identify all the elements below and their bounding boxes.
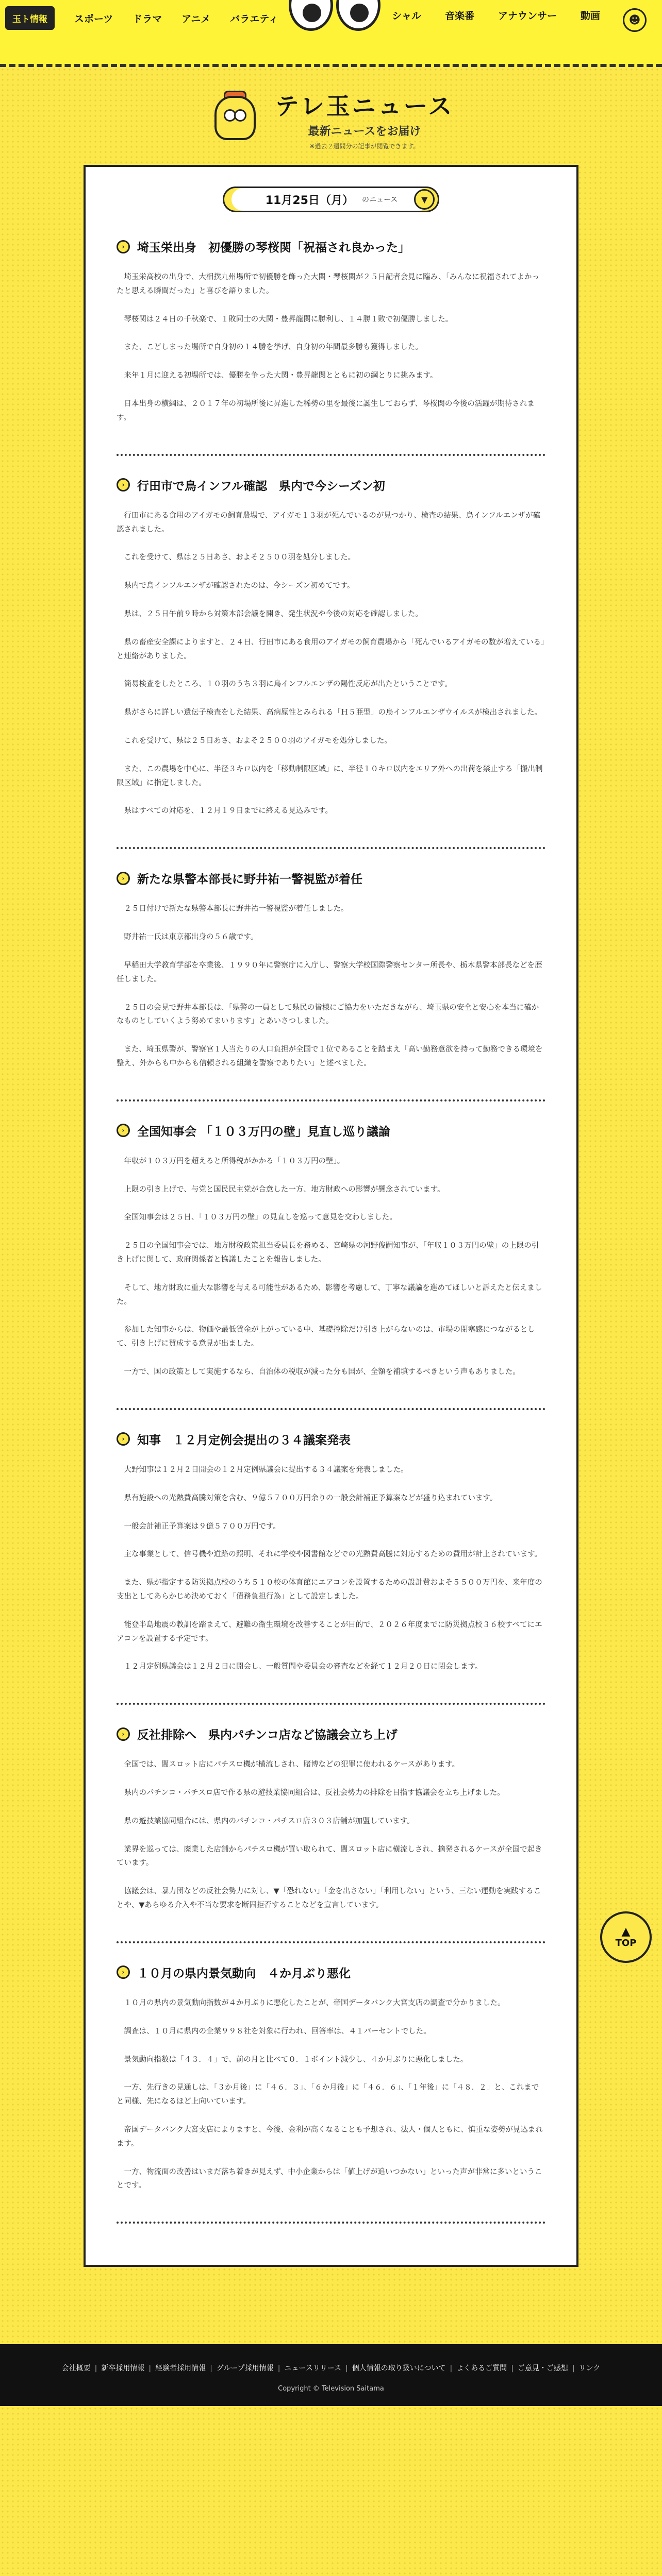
article-title: 埼玉栄出身 初優勝の琴桜関「祝福され良かった」 bbox=[137, 241, 410, 255]
footer-link[interactable]: よくあるご質問 bbox=[456, 2364, 507, 2373]
article-paragraph: 琴桜関は２４日の千秋楽で、１敗同士の大関・豊昇龍関に勝利し、１４勝１敗で初優勝しました。 bbox=[124, 315, 453, 324]
news-article bbox=[117, 1431, 545, 1705]
article-paragraph: 景気動向指数は「４３．４」で、前の月と比べて０．１ポイント減少し、４か月ぶりに悪化しました。 bbox=[124, 2055, 468, 2064]
article-paragraph: 全国知事会は２５日、「１０３万円の壁」の見直しを巡って意見を交わしました。 bbox=[124, 1213, 397, 1222]
article-paragraph: 帝国データバンク大宮支店によりますと、今後、金利が高くなることも予想され、法人・個人ともに、慎重な姿勢が見込まれます。 bbox=[117, 2125, 543, 2148]
right-eye bbox=[336, 0, 380, 31]
article-paragraph: 県有施設への光熱費高騰対策を含む、９億５７００万円余りの一般会計補正予算案などが盛り込まれています。 bbox=[124, 1494, 498, 1502]
bullet-arrow-icon: › bbox=[117, 240, 130, 253]
news-article bbox=[117, 1725, 545, 1943]
arrow-up-icon: ▲ bbox=[621, 1925, 631, 1938]
bullet-arrow-icon: › bbox=[117, 872, 130, 885]
footer-link[interactable]: 経験者採用情報 bbox=[155, 2364, 206, 2373]
article-paragraph: 日本出身の横綱は、２０１７年の初場所後に昇進した稀勢の里を最後に誕生しておらず、琴桜関の今後の活躍が期待されます。 bbox=[117, 400, 535, 422]
footer-separator: | bbox=[94, 2364, 97, 2373]
article-header bbox=[117, 238, 545, 255]
site-footer bbox=[0, 2344, 662, 2405]
article-paragraph: 業界を巡っては、廃業した店舗からパチスロ機が買い取られて、闇スロット店に横流しされ、摘発されるケースが全国で起きています。 bbox=[117, 1845, 542, 1868]
footer-link[interactable]: リンク bbox=[578, 2364, 601, 2373]
footer-links bbox=[41, 2363, 621, 2374]
article-paragraph: また、県が指定する防災拠点校のうち５１０校の体育館にエアコンを設置するための設計費およそ５５００万円を、来年度の支出としてあらかじめ決めておく「債務負担行為」として設定しました。 bbox=[117, 1579, 542, 1601]
article-paragraph: 埼玉栄高校の出身で、大相撲九州場所で初優勝を飾った大関・琴桜関が２５日記者会見に臨み、「みんなに祝福されてよかったと思える瞬間だった」と喜びを語りました。 bbox=[117, 273, 539, 295]
date-selector-wrap bbox=[117, 187, 545, 212]
article-paragraph: これを受けて、県は２５日あさ、およそ２５００羽を処分しました。 bbox=[124, 553, 356, 562]
mascot-illustration bbox=[208, 91, 262, 147]
article-paragraph: １２月定例県議会は１２月２日に開会し、一般質問や委員会の審査などを経て１２月２０日に閉会します。 bbox=[124, 1663, 483, 1671]
nav-announcer[interactable]: アナウンサー bbox=[498, 10, 557, 22]
article-title: 反社排除へ 県内パチンコ店など協議会立ち上げ bbox=[137, 1728, 398, 1742]
news-article bbox=[117, 1964, 545, 2224]
article-paragraph: 一方、物流面の改善はいまだ落ち着きが見えず、中小企業からは「値上げが追いつかない」といった声が非常に多いということです。 bbox=[117, 2167, 542, 2190]
footer-link[interactable]: グループ採用情報 bbox=[216, 2364, 274, 2373]
nav-drama[interactable]: ドラマ bbox=[133, 13, 162, 25]
article-title: １０月の県内景気動向 ４か月ぶり悪化 bbox=[137, 1967, 351, 1980]
article-paragraph: 主な事業として、信号機や道路の照明、それに学校や図書館などでの光熱費高騰に対応するための費用が計上されています。 bbox=[124, 1550, 542, 1559]
nav-right bbox=[392, 8, 600, 22]
footer-separator: | bbox=[572, 2364, 575, 2373]
article-paragraph: また、こどしまった場所で自身初の１４勝を挙げ、自身初の年間最多勝も獲得しました。 bbox=[124, 343, 423, 352]
archive-note: ※過去２週間分の記事が閲覧できます。 bbox=[309, 143, 420, 150]
mascot-eyes bbox=[289, 0, 380, 31]
article-header bbox=[117, 870, 545, 887]
article-paragraph: 県の畜産安全課によりますと、２４日、行田市にある食用のアイガモの飼育農場から「死んでいるアイガモの数が増えている」と連絡がありました。 bbox=[117, 638, 545, 660]
article-paragraph: 行田市にある食用のアイガモの飼育農場で、アイガモ１３羽が死んでいるのが見つかり、検査の結果、鳥インフルエンザが確認されました。 bbox=[117, 511, 541, 534]
article-header bbox=[117, 1431, 545, 1448]
footer-separator: | bbox=[450, 2364, 453, 2373]
article-paragraph: 来年１月に迎える初場所では、優勝を争った大関・豊昇龍関とともに初の綱とりに挑みます。 bbox=[124, 371, 438, 380]
left-eye bbox=[289, 0, 333, 31]
news-article bbox=[117, 238, 545, 456]
page-subtitle: 最新ニュースをお届け bbox=[308, 125, 421, 138]
article-paragraph: そして、地方財政に重大な影響を与える可能性があるため、影響を考慮して、丁寧な議論を進めてほしいと訴えたと伝えました。 bbox=[117, 1283, 542, 1306]
bullet-arrow-icon: › bbox=[117, 478, 130, 492]
article-paragraph: 能登半島地震の教訓を踏まえて、避難の衛生環境を改善することが目的で、２０２６年度までに防災拠点校３６校すべてにエアコンを設置する予定です。 bbox=[117, 1620, 542, 1643]
footer-separator: | bbox=[511, 2364, 514, 2373]
footer-separator: | bbox=[210, 2364, 212, 2373]
nav-video[interactable]: 動画 bbox=[580, 10, 600, 22]
nav-music[interactable]: 音楽番 bbox=[444, 10, 474, 22]
article-paragraph: 全国では、闇スロット店にパチスロ機が横流しされ、賭博などの犯罪に使われるケースがあります。 bbox=[124, 1760, 460, 1769]
site-header bbox=[0, 0, 662, 67]
article-paragraph: 簡易検査をしたところ、１０羽のうち３羽に鳥インフルエンザの陽性反応が出たということです。 bbox=[124, 680, 452, 689]
bullet-arrow-icon: › bbox=[117, 1727, 130, 1741]
footer-link[interactable]: ご意見・ご感想 bbox=[517, 2364, 568, 2373]
news-panel bbox=[84, 165, 578, 2267]
article-paragraph: ２５日の会見で野井本部長は、「県警の一員として県民の皆様にご協力をいただきながら、埼玉県の安全と安心を本当に確かなものとしていくよう努めてまいります」とあいさつしました。 bbox=[117, 1003, 539, 1026]
selected-date: 11月25日（月） bbox=[265, 194, 354, 207]
article-paragraph: 調査は、１０月に県内の企業９９８社を対象に行われ、回答率は、４１パーセントでした。 bbox=[124, 2027, 431, 2036]
nav-variety[interactable]: バラエティ bbox=[230, 13, 278, 25]
article-paragraph: 県は、２５日午前９時から対策本部会議を開き、発生状況や今後の対応を確認しました。 bbox=[124, 609, 423, 618]
article-title: 新たな県警本部長に野井祐一警視監が着任 bbox=[137, 873, 362, 887]
article-header bbox=[117, 1122, 545, 1139]
article-paragraph: 県がさらに詳しい遺伝子検査をした結果、高病原性とみられる「Ｈ５亜型」の鳥インフルエンザウイルスが検出されました。 bbox=[124, 708, 542, 717]
article-paragraph: 県の遊技業協同組合には、県内のパチンコ・パチスロ店３０３店舗が加盟しています。 bbox=[124, 1817, 415, 1825]
article-paragraph: ２５日付けで新たな県警本部長に野井祐一警視監が着任しました。 bbox=[124, 905, 349, 913]
nav-special[interactable]: シャル bbox=[392, 10, 421, 22]
article-paragraph: 上限の引き上げで、与党と国民民主党が合意した一方、地方財政への影響が懸念されています。 bbox=[124, 1185, 445, 1194]
article-paragraph: 大野知事は１２月２日開会の１２月定例県議会に提出する３４議案を発表しました。 bbox=[124, 1465, 408, 1474]
date-selector[interactable] bbox=[223, 187, 440, 212]
mascot-icon[interactable]: ☻ bbox=[623, 8, 647, 32]
top-label: TOP bbox=[615, 1937, 637, 1948]
article-paragraph: 協議会は、暴力団などの反社会勢力に対し、▼「恐れない」「金を出さない」「利用しない」という、三ない運動を実践することや、▼あらゆる介入や不当な要求を断固拒否することなどを宣言しています。 bbox=[117, 1887, 541, 1910]
bullet-arrow-icon: › bbox=[117, 1432, 130, 1446]
bullet-arrow-icon: › bbox=[117, 1124, 130, 1137]
article-paragraph: 県内のパチンコ・パチスロ店で作る県の遊技業協同組合は、反社会勢力の排除を目指す協議会を立ち上げました。 bbox=[124, 1789, 505, 1797]
article-title: 行田市で鳥インフル確認 県内で今シーズン初 bbox=[137, 479, 385, 493]
article-paragraph: 参加した知事からは、物価や最低賃金が上がっている中、基礎控除だけ引き上がらないのは、市場の閉塞感につながるとして、引き上げに賛成する意見が出ました。 bbox=[117, 1326, 535, 1348]
chevron-down-icon[interactable]: ▼ bbox=[414, 189, 435, 210]
page-title: テレ玉ニュース bbox=[275, 92, 454, 120]
footer-link[interactable]: 個人情報の取り扱いについて bbox=[352, 2364, 446, 2373]
article-paragraph: 一般会計補正予算案は９億５７００万円です。 bbox=[124, 1522, 280, 1531]
article-paragraph: 一方、先行きの見通しは、「３か月後」に「４６．３」、「６か月後」に「４６．６」、「１年後」に「４８．２」と、これまでと同様、先になるほど上向いています。 bbox=[117, 2083, 539, 2106]
article-paragraph: また、この農場を中心に、半径３キロ以内を「移動制限区域」に、半径１０キロ以内をエリア外への出荷を禁止する「搬出制限区域」に指定しました。 bbox=[117, 765, 543, 787]
article-paragraph: 早稲田大学教育学部を卒業後、１９９０年に警察庁に入庁し、警察大学校国際警察センター所長や、栃木県警本部長などを歴任しました。 bbox=[117, 961, 542, 984]
article-paragraph: １０月の県内の景気動向指数が４か月ぶりに悪化したことが、帝国データバンク大宮支店の調査で分かりました。 bbox=[124, 1998, 505, 2007]
article-paragraph: 一方で、国の政策として実施するなら、自治体の税収が減った分も国が、全額を補填するべきという声もありました。 bbox=[124, 1368, 520, 1377]
nav-sports[interactable]: スポーツ bbox=[74, 13, 113, 25]
titles bbox=[275, 88, 454, 150]
copyright: Copyright © Television Saitama bbox=[278, 2384, 384, 2393]
footer-separator: | bbox=[148, 2364, 152, 2373]
article-paragraph: 県内で鳥インフルエンザが確認されたのは、今シーズン初めてです。 bbox=[124, 582, 355, 590]
article-title: 全国知事会 「１０３万円の壁」見直し巡り議論 bbox=[137, 1125, 391, 1139]
article-paragraph: これを受けて、県は２５日あさ、およそ２５００羽のアイガモを処分しました。 bbox=[124, 737, 392, 745]
article-paragraph: ２５日の全国知事会では、地方財税政策担当委員長を務める、宮崎県の河野俊嗣知事が、「年収１０３万円の壁」の上限の引き上げに関して、政府関係者と協議したことを報告しました。 bbox=[117, 1242, 539, 1264]
footer-link[interactable]: ニュースリリース bbox=[284, 2364, 342, 2373]
article-paragraph: 年収が１０３万円を超えると所得税がかかる「１０３万円の壁」。 bbox=[124, 1157, 345, 1165]
news-title-block bbox=[0, 67, 662, 165]
article-list bbox=[117, 238, 545, 2224]
news-article bbox=[117, 1122, 545, 1410]
nav-anime[interactable]: アニメ bbox=[181, 13, 211, 25]
mascot-head bbox=[214, 96, 256, 140]
back-to-top-button[interactable] bbox=[600, 1911, 652, 1963]
article-title: 知事 １２月定例会提出の３４議案発表 bbox=[137, 1433, 351, 1447]
date-suffix: のニュース bbox=[361, 196, 398, 204]
article-header bbox=[117, 1964, 545, 1981]
footer-link[interactable]: 新卒採用情報 bbox=[101, 2364, 145, 2373]
bullet-arrow-icon: › bbox=[117, 1965, 130, 1979]
article-paragraph: 県はすべての対応を、１２月１９日までに終える見込みです。 bbox=[124, 807, 333, 816]
footer-link[interactable]: 会社概要 bbox=[61, 2364, 91, 2373]
article-paragraph: また、埼玉県警が、警察官１人当たりの人口負担が全国で１位であることを踏まえ「高い勤務意欲を持って勤務できる環境を整え、外からも中からも信頼される組織を警察でありたい」と述べました。 bbox=[117, 1045, 543, 1067]
news-article bbox=[117, 870, 545, 1101]
site-logo[interactable]: 玉ト情報 bbox=[5, 6, 55, 30]
article-header bbox=[117, 477, 545, 494]
footer-separator: | bbox=[277, 2364, 280, 2373]
news-article bbox=[117, 477, 545, 850]
footer-separator: | bbox=[345, 2364, 348, 2373]
article-header bbox=[117, 1725, 545, 1742]
article-paragraph: 野井祐一氏は東京都出身の５６歳です。 bbox=[124, 933, 258, 942]
